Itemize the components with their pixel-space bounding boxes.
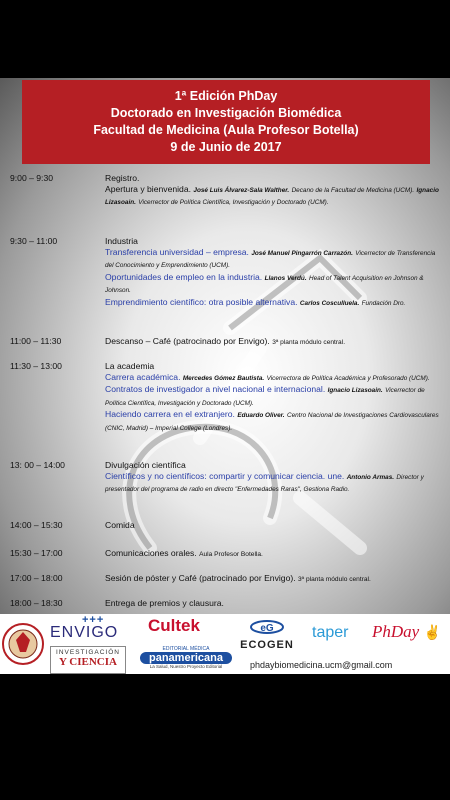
venue: Facultad de Medicina (Aula Profesor Botella) xyxy=(93,123,359,137)
envigo-name: ENVIGO xyxy=(50,624,119,641)
panamericana-top: EDITORIAL MÉDICA xyxy=(162,646,210,652)
talk-entry xyxy=(105,384,440,409)
poster-header xyxy=(22,80,430,164)
speaker-name: Ignacio Lizasoain. xyxy=(327,387,383,394)
row-time: 15:30 – 17:00 xyxy=(10,548,63,558)
event-poster xyxy=(0,78,450,674)
row-time: 14:00 – 15:30 xyxy=(10,520,63,530)
svg-text:eG: eG xyxy=(260,623,274,634)
talk-entry xyxy=(105,247,440,272)
row-note: Aula Profesor Botella. xyxy=(199,551,263,558)
speaker-role: Head of Talent Acquisition en Johnson & Johnson. xyxy=(105,274,424,294)
speaker-name: José Manuel Pingarrón Carrazón. xyxy=(251,249,353,257)
ucm-seal xyxy=(2,618,44,670)
phday-name: PhDay xyxy=(372,622,420,641)
talk-entry xyxy=(105,184,440,209)
talk-title: Oportunidades de empleo en la industria. xyxy=(105,271,263,282)
cultek-logo xyxy=(148,616,228,642)
event-date: 9 de Junio de 2017 xyxy=(170,140,282,154)
speaker-role: Director y presentador del programa de radio en directo "Enfermedades Raras", Gestiona Radio. xyxy=(105,473,424,493)
speaker-role: Vicerrectora de Política Académica y Profesorado (UCM). xyxy=(266,374,430,382)
row-topic: Sesión de póster y Café (patrocinado por Envigo). xyxy=(105,573,296,583)
talk-entry xyxy=(105,372,440,385)
speaker-role: Centro Nacional de Investigaciones Cardiovasculares (CNIC, Madrid) – Imperial College (Londres). xyxy=(105,412,439,432)
row-topic: Registro. xyxy=(105,173,140,183)
row-time: 9:00 – 9:30 xyxy=(10,173,54,183)
panamericana-logo xyxy=(140,646,232,672)
victory-hand-icon: ✌ xyxy=(423,624,442,640)
speaker-role: Vicerrector de Política Científica, Investigación y Doctorado (UCM). xyxy=(138,199,329,206)
row-time: 11:30 – 13:00 xyxy=(10,361,62,371)
speaker-name: Eduardo Oliver. xyxy=(237,412,285,419)
row-time: 17:00 – 18:00 xyxy=(10,573,63,583)
phday-logo xyxy=(372,622,448,652)
row-topic: Divulgación científica xyxy=(105,460,186,470)
taper-name: taper xyxy=(312,624,349,641)
envigo-plus: +++ xyxy=(82,614,105,626)
speaker-name: José Luis Álvarez-Sala Walther. xyxy=(193,186,290,194)
talk-entry xyxy=(105,297,440,310)
sponsor-strip xyxy=(0,614,450,674)
talk-title: Contratos de investigador a nivel nacional e internacional. xyxy=(105,384,326,394)
talk-title: Transferencia universidad – empresa. xyxy=(105,246,249,257)
edition-title: 1ª Edición PhDay xyxy=(174,89,278,103)
speaker-name: Ignacio Lizasoain. xyxy=(105,186,439,206)
speaker-role: Vicerrector de Política Científica, Investigación y Doctorado (UCM). xyxy=(105,387,425,407)
row-topic: Comida xyxy=(105,520,135,530)
program-title: Doctorado en Investigación Biomédica xyxy=(110,106,342,120)
panamericana-sub: La Salud, Nuestro Proyecto Editorial xyxy=(149,664,223,669)
talk-entry xyxy=(105,471,440,496)
panamericana-name: panamericana xyxy=(140,652,232,664)
speaker-name: Mercedes Gómez Bautista. xyxy=(182,374,265,382)
row-topic: Comunicaciones orales. xyxy=(105,548,197,558)
talk-title: Haciendo carrera en el extranjero. xyxy=(105,409,235,419)
speaker-name: Llanos Verdú. xyxy=(264,274,307,282)
taper-logo xyxy=(312,624,372,644)
row-topic: La academia xyxy=(105,361,155,371)
ecogen-logo xyxy=(232,620,302,650)
speaker-name: Carlos Cosculluela. xyxy=(299,299,360,307)
ecogen-name: ECOGEN xyxy=(240,639,294,651)
ecogen-symbol xyxy=(249,620,285,634)
talk-entry xyxy=(105,409,440,434)
row-topic: Industria xyxy=(105,236,138,246)
speaker-name: Antonio Armas. xyxy=(346,473,395,481)
iyc-bottom: Y CIENCIA xyxy=(59,656,117,668)
row-time: 11:00 – 11:30 xyxy=(10,336,62,346)
talk-title: Emprendimiento científico: otra posible alternativa. xyxy=(105,296,298,307)
speaker-role: Vicerrector de Transferencia del Conocimiento y Emprendimiento (UCM). xyxy=(105,249,436,269)
row-note: 3ª planta módulo central. xyxy=(298,576,371,583)
talk-title: Carrera académica. xyxy=(105,371,181,382)
speaker-role: Fundación Dro. xyxy=(361,299,406,307)
talk-title: Científicos y no científicos: compartir y comunicar ciencia. une. xyxy=(105,470,345,481)
cultek-name: Cultek xyxy=(148,616,200,635)
row-time: 18:00 – 18:30 xyxy=(10,598,63,608)
iyc-top: INVESTIGACIÓN xyxy=(56,649,120,656)
row-topic: Entrega de premios y clausura. xyxy=(105,598,224,608)
talk-entry xyxy=(105,272,440,297)
investigacion-y-ciencia-logo xyxy=(50,646,126,674)
envigo-logo xyxy=(50,616,126,642)
row-time: 13: 00 – 14:00 xyxy=(10,460,65,470)
speaker-role: Decano de la Facultad de Medicina (UCM). xyxy=(291,186,415,194)
contact-email: phdaybiomedicina.ucm@gmail.com xyxy=(250,660,393,670)
row-topic: Descanso – Café (patrocinado por Envigo). xyxy=(105,336,270,346)
row-time: 9:30 – 11:00 xyxy=(10,236,58,246)
row-note: 3ª planta módulo central. xyxy=(272,339,346,346)
talk-title: Apertura y bienvenida. xyxy=(105,183,191,194)
